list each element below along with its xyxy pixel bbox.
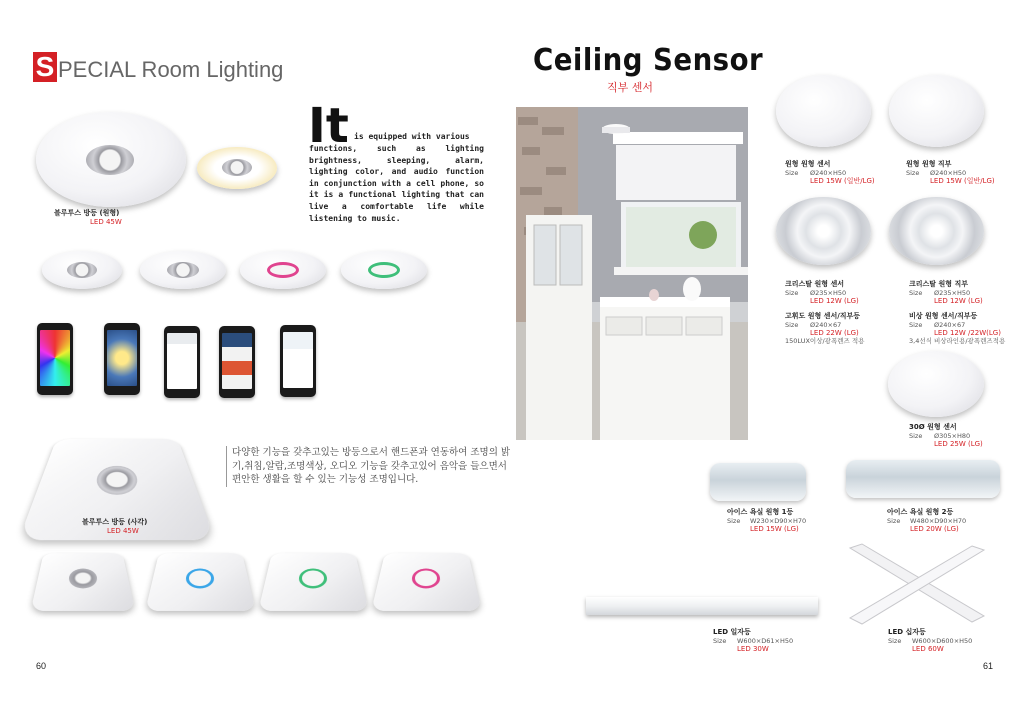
product-8-size-label: Size xyxy=(727,517,741,525)
round-lamp-glow-image xyxy=(197,147,277,189)
product-10-name: LED 일자등 xyxy=(713,628,751,636)
round-product-name: 블루투스 방등 (원형) xyxy=(54,209,120,217)
square-variant-blue-image xyxy=(145,553,256,611)
product-6-size: Ø240×67 xyxy=(934,321,966,329)
square-variant-white-image xyxy=(31,553,136,611)
brand-initial: S xyxy=(33,52,57,82)
product-7-name: 30Ø 원형 센서 xyxy=(909,423,957,431)
led-linear-lamp-image xyxy=(586,597,818,615)
product-10-size: W600×D61×H50 xyxy=(737,637,794,645)
product-5-name: 고휘도 원형 센서/직부등 xyxy=(785,312,861,320)
round-product-spec: LED 45W xyxy=(90,218,122,226)
round-sensor-lamp-image xyxy=(776,75,871,147)
interior-photo xyxy=(516,107,748,440)
round-30-sensor-lamp-image xyxy=(888,351,984,417)
square-variant-green-image xyxy=(258,553,369,611)
product-5-size-label: Size xyxy=(785,321,799,329)
section-title: PECIAL Room Lighting xyxy=(58,57,284,82)
product-5-note: 150LUX이상/광폭렌즈 적용 xyxy=(785,337,865,345)
product-1-spec: LED 15W (일반/LG) xyxy=(810,177,875,185)
ice-bath-lamp-1-image xyxy=(710,463,806,501)
round-bluetooth-lamp-image xyxy=(36,112,186,207)
product-6-note: 3,4선식 비상라인용/광폭렌즈적용 xyxy=(909,337,1006,345)
product-2-spec: LED 15W (일반/LG) xyxy=(930,177,995,185)
product-1-size-label: Size xyxy=(785,169,799,177)
product-5-size: Ø240×67 xyxy=(810,321,842,329)
product-9-spec: LED 20W (LG) xyxy=(910,525,959,533)
product-1-size: Ø240×H50 xyxy=(810,169,847,177)
intro-first-line: is equipped with various xyxy=(354,132,470,141)
phone-settings-image xyxy=(280,325,316,397)
product-4-spec: LED 12W (LG) xyxy=(934,297,983,305)
product-11-spec: LED 60W xyxy=(912,645,944,653)
round-variant-green-image xyxy=(341,251,427,289)
product-1-name: 원형 원형 센서 xyxy=(785,160,831,168)
phone-menu-image xyxy=(164,326,200,398)
product-8-size: W230×D90×H70 xyxy=(750,517,807,525)
led-cross-lamp-image xyxy=(842,542,992,626)
product-description: 다양한 기능을 갖추고있는 방등으로서 핸드폰과 연동하여 조명의 밝기,취침,알람,조명색상, 오디오 기능을 갖추고있어 음악을 들으면서 편안한 생활을 할 수 있는 기능성 조명입니다. xyxy=(226,446,511,487)
phone-brightness-image xyxy=(104,323,140,395)
product-4-size-label: Size xyxy=(909,289,923,297)
round-variant-gray-image xyxy=(140,251,226,289)
round-variant-pink-image xyxy=(240,251,326,289)
page-title: Ceiling Sensor xyxy=(533,43,764,78)
product-9-name: 아이스 욕실 원형 2등 xyxy=(887,508,954,516)
product-4-name: 크리스탈 원형 직부 xyxy=(909,280,968,288)
product-2-size: Ø240×H50 xyxy=(930,169,967,177)
product-2-size-label: Size xyxy=(906,169,920,177)
intro-body: functions, such as lighting brightness, sleeping, alarm, lighting color, and audio function in conjunction with a cell phone, so it is a functional lighting that can live a comfortable life while listening to music. xyxy=(309,144,484,223)
product-3-name: 크리스탈 원형 센서 xyxy=(785,280,844,288)
round-variant-white-image xyxy=(42,251,122,289)
product-3-spec: LED 12W (LG) xyxy=(810,297,859,305)
page-number-left: 60 xyxy=(36,661,47,671)
product-8-spec: LED 15W (LG) xyxy=(750,525,799,533)
product-7-size-label: Size xyxy=(909,432,923,440)
square-product-spec: LED 45W xyxy=(107,527,139,535)
product-6-spec: LED 12W /22W(LG) xyxy=(934,329,1001,337)
product-3-size-label: Size xyxy=(785,289,799,297)
product-11-size-label: Size xyxy=(888,637,902,645)
product-10-size-label: Size xyxy=(713,637,727,645)
product-11-size: W600×D600×H50 xyxy=(912,637,973,645)
product-11-name: LED 십자등 xyxy=(888,628,926,636)
product-9-size-label: Size xyxy=(887,517,901,525)
product-2-name: 원형 원형 직부 xyxy=(906,160,952,168)
product-6-name: 비상 원형 센서/직부등 xyxy=(909,312,978,320)
product-5-spec: LED 22W (LG) xyxy=(810,329,859,337)
phone-color-wheel-image xyxy=(37,323,73,395)
product-7-spec: LED 25W (LG) xyxy=(934,440,983,448)
square-variant-pink-image xyxy=(371,553,482,611)
product-7-size: Ø305×H80 xyxy=(934,432,971,440)
product-4-size: Ø235×H50 xyxy=(934,289,971,297)
intro-big-text: It xyxy=(308,98,349,154)
product-3-size: Ø235×H50 xyxy=(810,289,847,297)
product-9-size: W480×D90×H70 xyxy=(910,517,967,525)
product-10-spec: LED 30W xyxy=(737,645,769,653)
product-8-name: 아이스 욕실 원형 1등 xyxy=(727,508,794,516)
crystal-sensor-lamp-image xyxy=(776,197,871,265)
square-product-name: 블루투스 방등 (사각) xyxy=(82,518,148,526)
page-number-right: 61 xyxy=(983,661,994,671)
page-subtitle: 직부 센서 xyxy=(607,81,654,94)
product-6-size-label: Size xyxy=(909,321,923,329)
phone-app-image xyxy=(219,326,255,398)
ice-bath-lamp-2-image xyxy=(846,460,1000,498)
round-ceiling-lamp-image xyxy=(889,75,984,147)
crystal-ceiling-lamp-image xyxy=(889,197,984,265)
